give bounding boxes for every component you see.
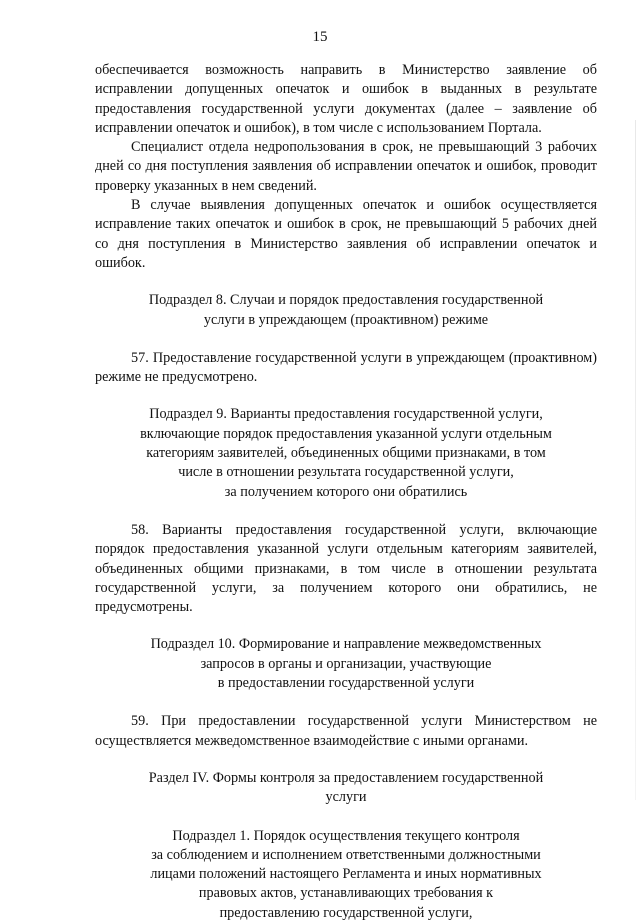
heading-subsection-10 xyxy=(95,635,597,693)
paragraph-error-correction: В случае выявления допущенных опечаток и ошибок осуществляется исправление таких опечаток и ошибок в срок, не превышающий 5 рабочих дней со дня поступления в Министерство заявления об исправлении опечаток и ошибок. xyxy=(95,197,597,271)
heading-line: Подраздел 10. Формирование и направление межведомственных xyxy=(150,636,542,653)
spacer xyxy=(95,617,597,635)
heading-line: правовых актов, устанавливающих требования к xyxy=(198,885,494,902)
heading-line: услуги в упреждающем (проактивном) режиме xyxy=(203,311,489,328)
heading-line: Подраздел 1. Порядок осуществления текущего контроля xyxy=(172,827,520,844)
spacer xyxy=(95,808,597,827)
paragraph-59: 59. При предоставлении государственной услуги Министерством не осуществляется межведомственное взаимодействие с иными органами. xyxy=(95,713,597,749)
heading-line: предоставлению государственной услуги, xyxy=(219,904,473,921)
paragraph-57: 57. Предоставление государственной услуги в упреждающем (проактивном) режиме не предусмотрено. xyxy=(95,349,597,386)
heading-subsection-8 xyxy=(95,291,597,330)
heading-line: за получением которого они обратились xyxy=(224,483,468,500)
spacer xyxy=(95,387,597,405)
heading-line: числе в отношении результата государственной услуги, xyxy=(178,464,514,481)
heading-section-4 xyxy=(95,769,597,808)
page-content xyxy=(95,61,597,923)
heading-line: услуги xyxy=(325,789,367,806)
scan-edge-mark xyxy=(635,120,636,800)
paragraph-correction-application: обеспечивается возможность направить в Министерство заявление об исправлении допущенных опечаток и ошибок в выданных в результате предоставления государственной услуги документах (далее – заявление об исправлении опечаток и ошибок), в том числе с использованием Портала. xyxy=(95,62,597,136)
heading-line: в предоставлении государственной услуги xyxy=(217,675,475,692)
heading-line: запросов в органы и организации, участвующие xyxy=(200,655,492,672)
spacer xyxy=(95,751,597,769)
paragraph-58: 58. Варианты предоставления государственной услуги, включающие порядок предоставления указанной услуги отдельным категориям заявителей, объединенных общими признаками, в том числе в отношении результата государственной услуги, за получением которого они обратились, не предусмотрены. xyxy=(95,521,597,616)
heading-line: Подраздел 8. Случаи и порядок предоставления государственной xyxy=(148,292,544,309)
heading-line: включающие порядок предоставления указанной услуги отдельным xyxy=(140,425,552,442)
heading-subsection-1 xyxy=(95,827,597,923)
spacer xyxy=(95,502,597,521)
paragraph-specialist-check: Специалист отдела недропользования в срок, не превышающий 3 рабочих дней со дня поступления заявления об исправлении опечаток и ошибок, проводит проверку указанных в нем сведений. xyxy=(95,139,597,194)
heading-line: за соблюдением и исполнением ответственными должностными xyxy=(151,846,541,863)
heading-subsection-9 xyxy=(95,405,597,501)
heading-line: Раздел IV. Формы контроля за предоставлением государственной xyxy=(148,769,544,786)
heading-line: лицами положений настоящего Регламента и иных нормативных xyxy=(150,866,542,883)
heading-line: категориям заявителей, объединенных общими признаками, в том xyxy=(146,445,546,462)
heading-line: Подраздел 9. Варианты предоставления государственной услуги, xyxy=(149,406,543,423)
spacer xyxy=(95,693,597,712)
spacer xyxy=(95,273,597,291)
page-number: 15 xyxy=(312,29,328,45)
spacer xyxy=(95,330,597,349)
